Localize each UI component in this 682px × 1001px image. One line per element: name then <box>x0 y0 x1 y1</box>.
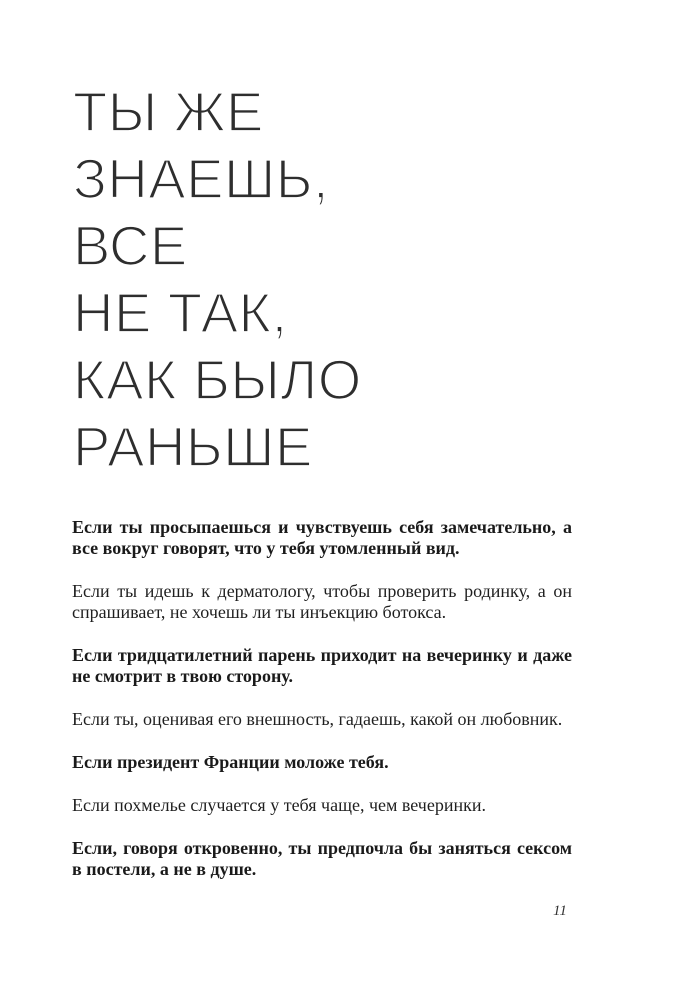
page-number: 11 <box>553 903 567 919</box>
body-text <box>72 517 572 902</box>
paragraph: Если ты просыпаешься и чувствуешь себя замечательно, а все вокруг говорят, что у тебя утомленный вид. <box>72 517 572 558</box>
title-line: ВСЕ <box>73 214 188 277</box>
paragraph: Если тридцатилетний парень приходит на вечеринку и даже не смотрит в твою сторону. <box>72 645 572 686</box>
title-line: НЕ ТАК, <box>73 281 288 344</box>
paragraph: Если похмелье случается у тебя чаще, чем вечеринки. <box>72 795 486 815</box>
title-line: РАНЬШЕ <box>73 415 313 478</box>
paragraph: Если ты идешь к дерматологу, чтобы проверить родинку, а он спрашивает, не хочешь ли ты инъекцию ботокса. <box>72 581 572 622</box>
title-line: КАК БЫЛО <box>73 348 362 411</box>
paragraph: Если, говоря откровенно, ты предпочла бы заняться сексом в постели, а не в душе. <box>72 838 572 879</box>
title-line: ЗНАЕШЬ, <box>73 147 330 210</box>
paragraph: Если президент Франции моложе тебя. <box>72 752 389 772</box>
chapter-title <box>73 78 362 480</box>
title-line: ТЫ ЖЕ <box>73 80 264 143</box>
paragraph: Если ты, оценивая его внешность, гадаешь, какой он любовник. <box>72 709 563 729</box>
